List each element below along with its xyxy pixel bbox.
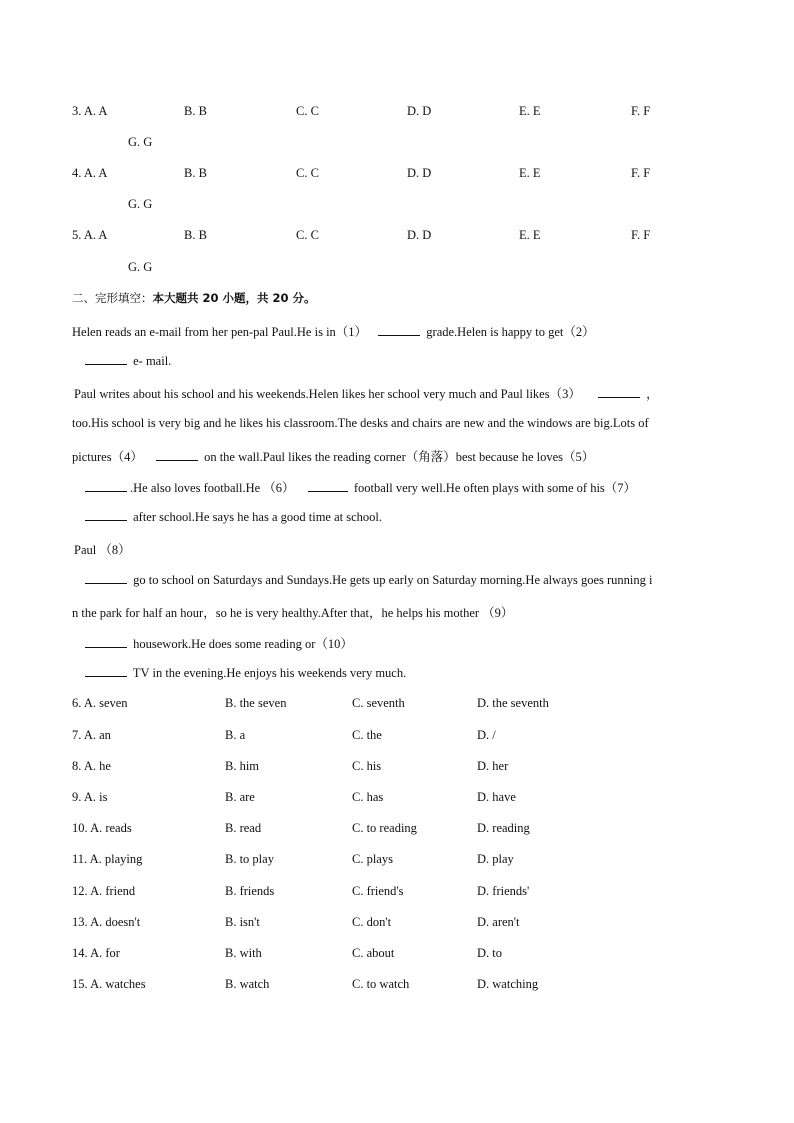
option-c: C. don't [352,915,392,929]
option-d: D. play [477,852,514,866]
option-d: D. D [407,166,432,180]
option-c: C. C [296,104,319,118]
blank-7[interactable] [85,509,127,521]
option-g: G. G [128,197,153,211]
question-9-options: 9. A. is B. are C. has D. have [72,790,516,804]
blank-8[interactable] [85,572,127,584]
option-d: D. reading [477,821,530,835]
option-d: D. to [477,946,502,960]
option-a: 5. A. A [72,228,108,242]
passage-line: pictures（4） on the wall.Paul likes the reading corner（角落）best because he loves（5） [72,450,595,464]
section-title-prefix: 二、完形填空： [72,291,153,305]
option-d: D. aren't [477,915,520,929]
option-b: B. the seven [225,696,287,710]
option-b: B. friends [225,884,275,898]
question-11-options: 11. A. playing B. to play C. plays D. play [72,852,514,866]
section-title [72,290,316,306]
option-b: B. him [225,759,260,773]
section-title-bold: 本大题共 20 小题，共 20 分。 [152,291,316,305]
option-d: D. watching [477,977,539,991]
passage-line: .He also loves football.He （6） football very well.He often plays with some of his（7） [82,478,732,496]
blank-4[interactable] [156,449,198,461]
passage-line: Helen reads an e-mail from her pen-pal Paul.He is in（1） grade.Helen is happy to get（2） [72,325,595,339]
option-c: C. to watch [352,977,410,991]
option-f: F. F [631,104,651,118]
passage-line: e- mail. [82,353,732,369]
option-d: D. have [477,790,516,804]
option-e: E. E [519,166,541,180]
question-7-options: 7. A. an B. a C. the D. / [72,728,496,742]
question-10-options: 10. A. reads B. read C. to reading D. reading [72,821,530,835]
question-14-options: 14. A. for B. with C. about D. to [72,946,502,960]
passage-line: n the park for half an hour，so he is very healthy.After that，he helps his mother （9） [72,606,514,620]
question-8-options: 8. A. he B. him C. his D. her [72,759,509,773]
option-b: B. are [225,790,255,804]
option-e: E. E [519,104,541,118]
option-b: B. to play [225,852,274,866]
option-d: D. D [407,104,432,118]
question-13-options: 13. A. doesn't B. isn't C. don't D. aren't [72,915,520,929]
option-b: B. with [225,946,262,960]
option-g: G. G [128,260,153,274]
question-3-options [72,104,722,122]
passage-line: go to school on Saturdays and Sundays.He gets up early on Saturday morning.He always goes running i [82,572,732,588]
question-6-options: 6. A. seven B. the seven C. seventh D. the seventh [72,696,549,710]
option-c: C. seventh [352,696,405,710]
question-15-options: 15. A. watches B. watch C. to watch D. watching [72,977,539,991]
option-c: C. about [352,946,395,960]
option-c: C. plays [352,852,393,866]
option-b: B. a [225,728,246,742]
passage-line: Paul writes about his school and his weekends.Helen likes her school very much and Paul likes（3） ， [74,387,659,401]
option-c: C. the [352,728,382,742]
option-d: D. friends' [477,884,530,898]
option-c: C. C [296,166,319,180]
option-d: D. the seventh [477,696,549,710]
option-c: C. C [296,228,319,242]
option-a: 3. A. A [72,104,108,118]
passage-line: after school.He says he has a good time at school. [82,509,732,525]
option-b: B. B [184,104,207,118]
option-f: F. F [631,228,651,242]
option-d: D. / [477,728,496,742]
option-d: D. D [407,228,432,242]
option-a: 4. A. A [72,166,108,180]
passage-line: housework.He does some reading or（10） [82,634,732,652]
blank-9[interactable] [85,636,127,648]
option-c: C. friend's [352,884,404,898]
blank-6[interactable] [308,480,348,492]
option-c: C. has [352,790,384,804]
option-c: C. his [352,759,382,773]
option-b: B. isn't [225,915,260,929]
option-c: C. to reading [352,821,417,835]
option-b: B. watch [225,977,270,991]
blank-3[interactable] [598,386,640,398]
blank-2[interactable] [85,353,127,365]
blank-5[interactable] [85,480,127,492]
option-b: B. read [225,821,262,835]
option-e: E. E [519,228,541,242]
option-b: B. B [184,228,207,242]
question-12-options: 12. A. friend B. friends C. friend's D. friends' [72,884,530,898]
question-4-options [72,166,722,184]
blank-10[interactable] [85,665,127,677]
option-b: B. B [184,166,207,180]
option-g: G. G [128,135,153,149]
blank-1[interactable] [378,324,420,336]
passage-line: too.His school is very big and he likes his classroom.The desks and chairs are new and the windows are big.Lots of [72,416,649,430]
option-d: D. her [477,759,509,773]
option-f: F. F [631,166,651,180]
passage-line: TV in the evening.He enjoys his weekends very much. [82,665,732,681]
passage-line: Paul （8） [74,543,131,557]
question-5-options [72,228,722,246]
